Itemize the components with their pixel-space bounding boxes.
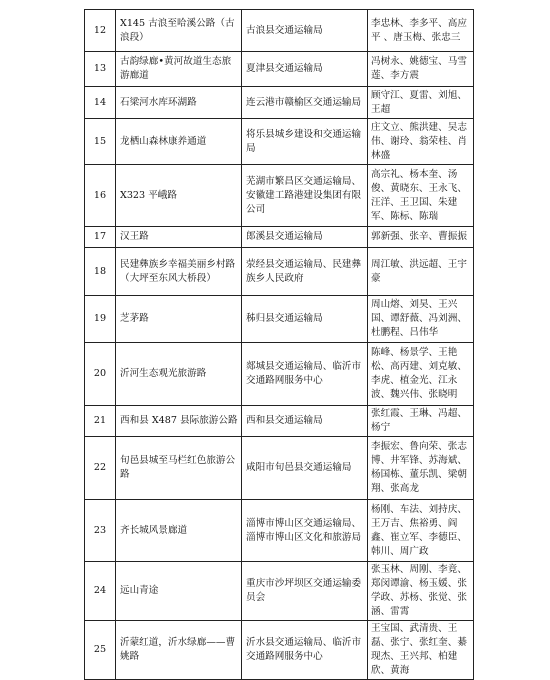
responsible-unit: 连云港市赣榆区交通运输局 [242,87,368,119]
personnel-list: 陈峰、杨景学、王艳松、高丙建、刘克敏、李虎、植金光、江永波、魏兴伟、张晓明 [368,343,474,406]
row-number: 15 [85,119,116,165]
table-row [85,10,474,52]
row-number: 18 [85,248,116,296]
row-number: 22 [85,437,116,500]
table-row [85,437,474,500]
responsible-unit: 沂水县交通运输局、临沂市交通路网服务中心 [242,621,368,680]
personnel-list: 周江敏、洪远超、王宇豪 [368,248,474,296]
row-number: 17 [85,227,116,248]
table-row [85,87,474,119]
personnel-list: 杨刚、车法、刘持庆、王万吉、焦裕勇、阎鑫、崔立军、李德臣、韩川、周广政 [368,500,474,562]
row-number: 12 [85,10,116,52]
personnel-list: 郭新强、张辛、曹振振 [368,227,474,248]
road-name: 芝茅路 [116,296,242,343]
row-number: 14 [85,87,116,119]
table-row [85,343,474,406]
responsible-unit: 郯城县交通运输局、临沂市交通路网服务中心 [242,343,368,406]
responsible-unit: 淄博市博山区交通运输局、淄博市博山区文化和旅游局 [242,500,368,562]
personnel-list: 周山熔、刘昊、王兴国、谭舒薇、冯刘洲、杜鹏程、吕伟华 [368,296,474,343]
row-number: 21 [85,406,116,437]
personnel-list: 李忠林、李多平、高应平 、唐玉梅、张忠三 [368,10,474,52]
row-number: 16 [85,165,116,227]
personnel-list: 庄文立、熊洪建、吴志伟、谢玲、翁荣桂、肖林盛 [368,119,474,165]
table-row [85,296,474,343]
row-number: 24 [85,562,116,621]
road-name: 汉王路 [116,227,242,248]
personnel-list: 高宗礼、杨本奎、汤俊、黄晓东、王永飞、汪洋、王卫国、朱建军、陈标、陈瑞 [368,165,474,227]
road-name: X323 平峨路 [116,165,242,227]
personnel-list: 张玉林、周刚、李竟、郑闵谭渝、杨玉媛、张学政、苏杨、张觉、张涵、雷霄 [368,562,474,621]
table-row [85,52,474,87]
row-number: 20 [85,343,116,406]
personnel-list: 冯树永、姚德宝、马雪莲、李方震 [368,52,474,87]
personnel-list: 李振宏、鲁向荣、张志博、井军锋、苏海斌、杨国栋、董乐凯、梁朝翔、张高龙 [368,437,474,500]
responsible-unit: 夏津县交通运输局 [242,52,368,87]
responsible-unit: 芜湖市繁昌区交通运输局、安徽建工路港建设集团有限公司 [242,165,368,227]
road-name: 西和县 X487 县际旅游公路 [116,406,242,437]
road-name: 齐长城风景廊道 [116,500,242,562]
table-row [85,119,474,165]
responsible-unit: 咸阳市旬邑县交通运输局 [242,437,368,500]
responsible-unit: 郎溪县交通运输局 [242,227,368,248]
row-number: 13 [85,52,116,87]
personnel-list: 张红霞、王琳、冯超、杨宁 [368,406,474,437]
road-name: 旬邑县城至马栏红色旅游公路 [116,437,242,500]
row-number: 23 [85,500,116,562]
table-row [85,165,474,227]
personnel-list: 顾守江、夏雷、刘旭、王超 [368,87,474,119]
responsible-unit: 古浪县交通运输局 [242,10,368,52]
road-name: X145 古浪至哈溪公路（古浪段） [116,10,242,52]
table-row [85,227,474,248]
table-row [85,562,474,621]
table-row [85,248,474,296]
table-row [85,500,474,562]
road-name: 龙栖山森林康养通道 [116,119,242,165]
table-row [85,621,474,680]
responsible-unit: 西和县交通运输局 [242,406,368,437]
road-name: 民建彝族乡幸福美丽乡村路（大坪至东风大桥段） [116,248,242,296]
road-name: 石梁河水库环湖路 [116,87,242,119]
road-name: 远山青途 [116,562,242,621]
row-number: 25 [85,621,116,680]
road-name: 沂河生态观光旅游路 [116,343,242,406]
responsible-unit: 荥经县交通运输局、民建彝族乡人民政府 [242,248,368,296]
row-number: 19 [85,296,116,343]
road-name: 沂蒙红道，沂水绿廊——曹姚路 [116,621,242,680]
awards-table [84,9,474,680]
responsible-unit: 重庆市沙坪坝区交通运输委员会 [242,562,368,621]
personnel-list: 王宝国、武清贵、王磊、张宁、张红奎、綦现杰、王兴邦、柏建欣、黄海 [368,621,474,680]
table-row [85,406,474,437]
responsible-unit: 将乐县城乡建设和交通运输局 [242,119,368,165]
road-name: 古韵绿廊•黄河故道生态旅游廊道 [116,52,242,87]
responsible-unit: 秭归县交通运输局 [242,296,368,343]
